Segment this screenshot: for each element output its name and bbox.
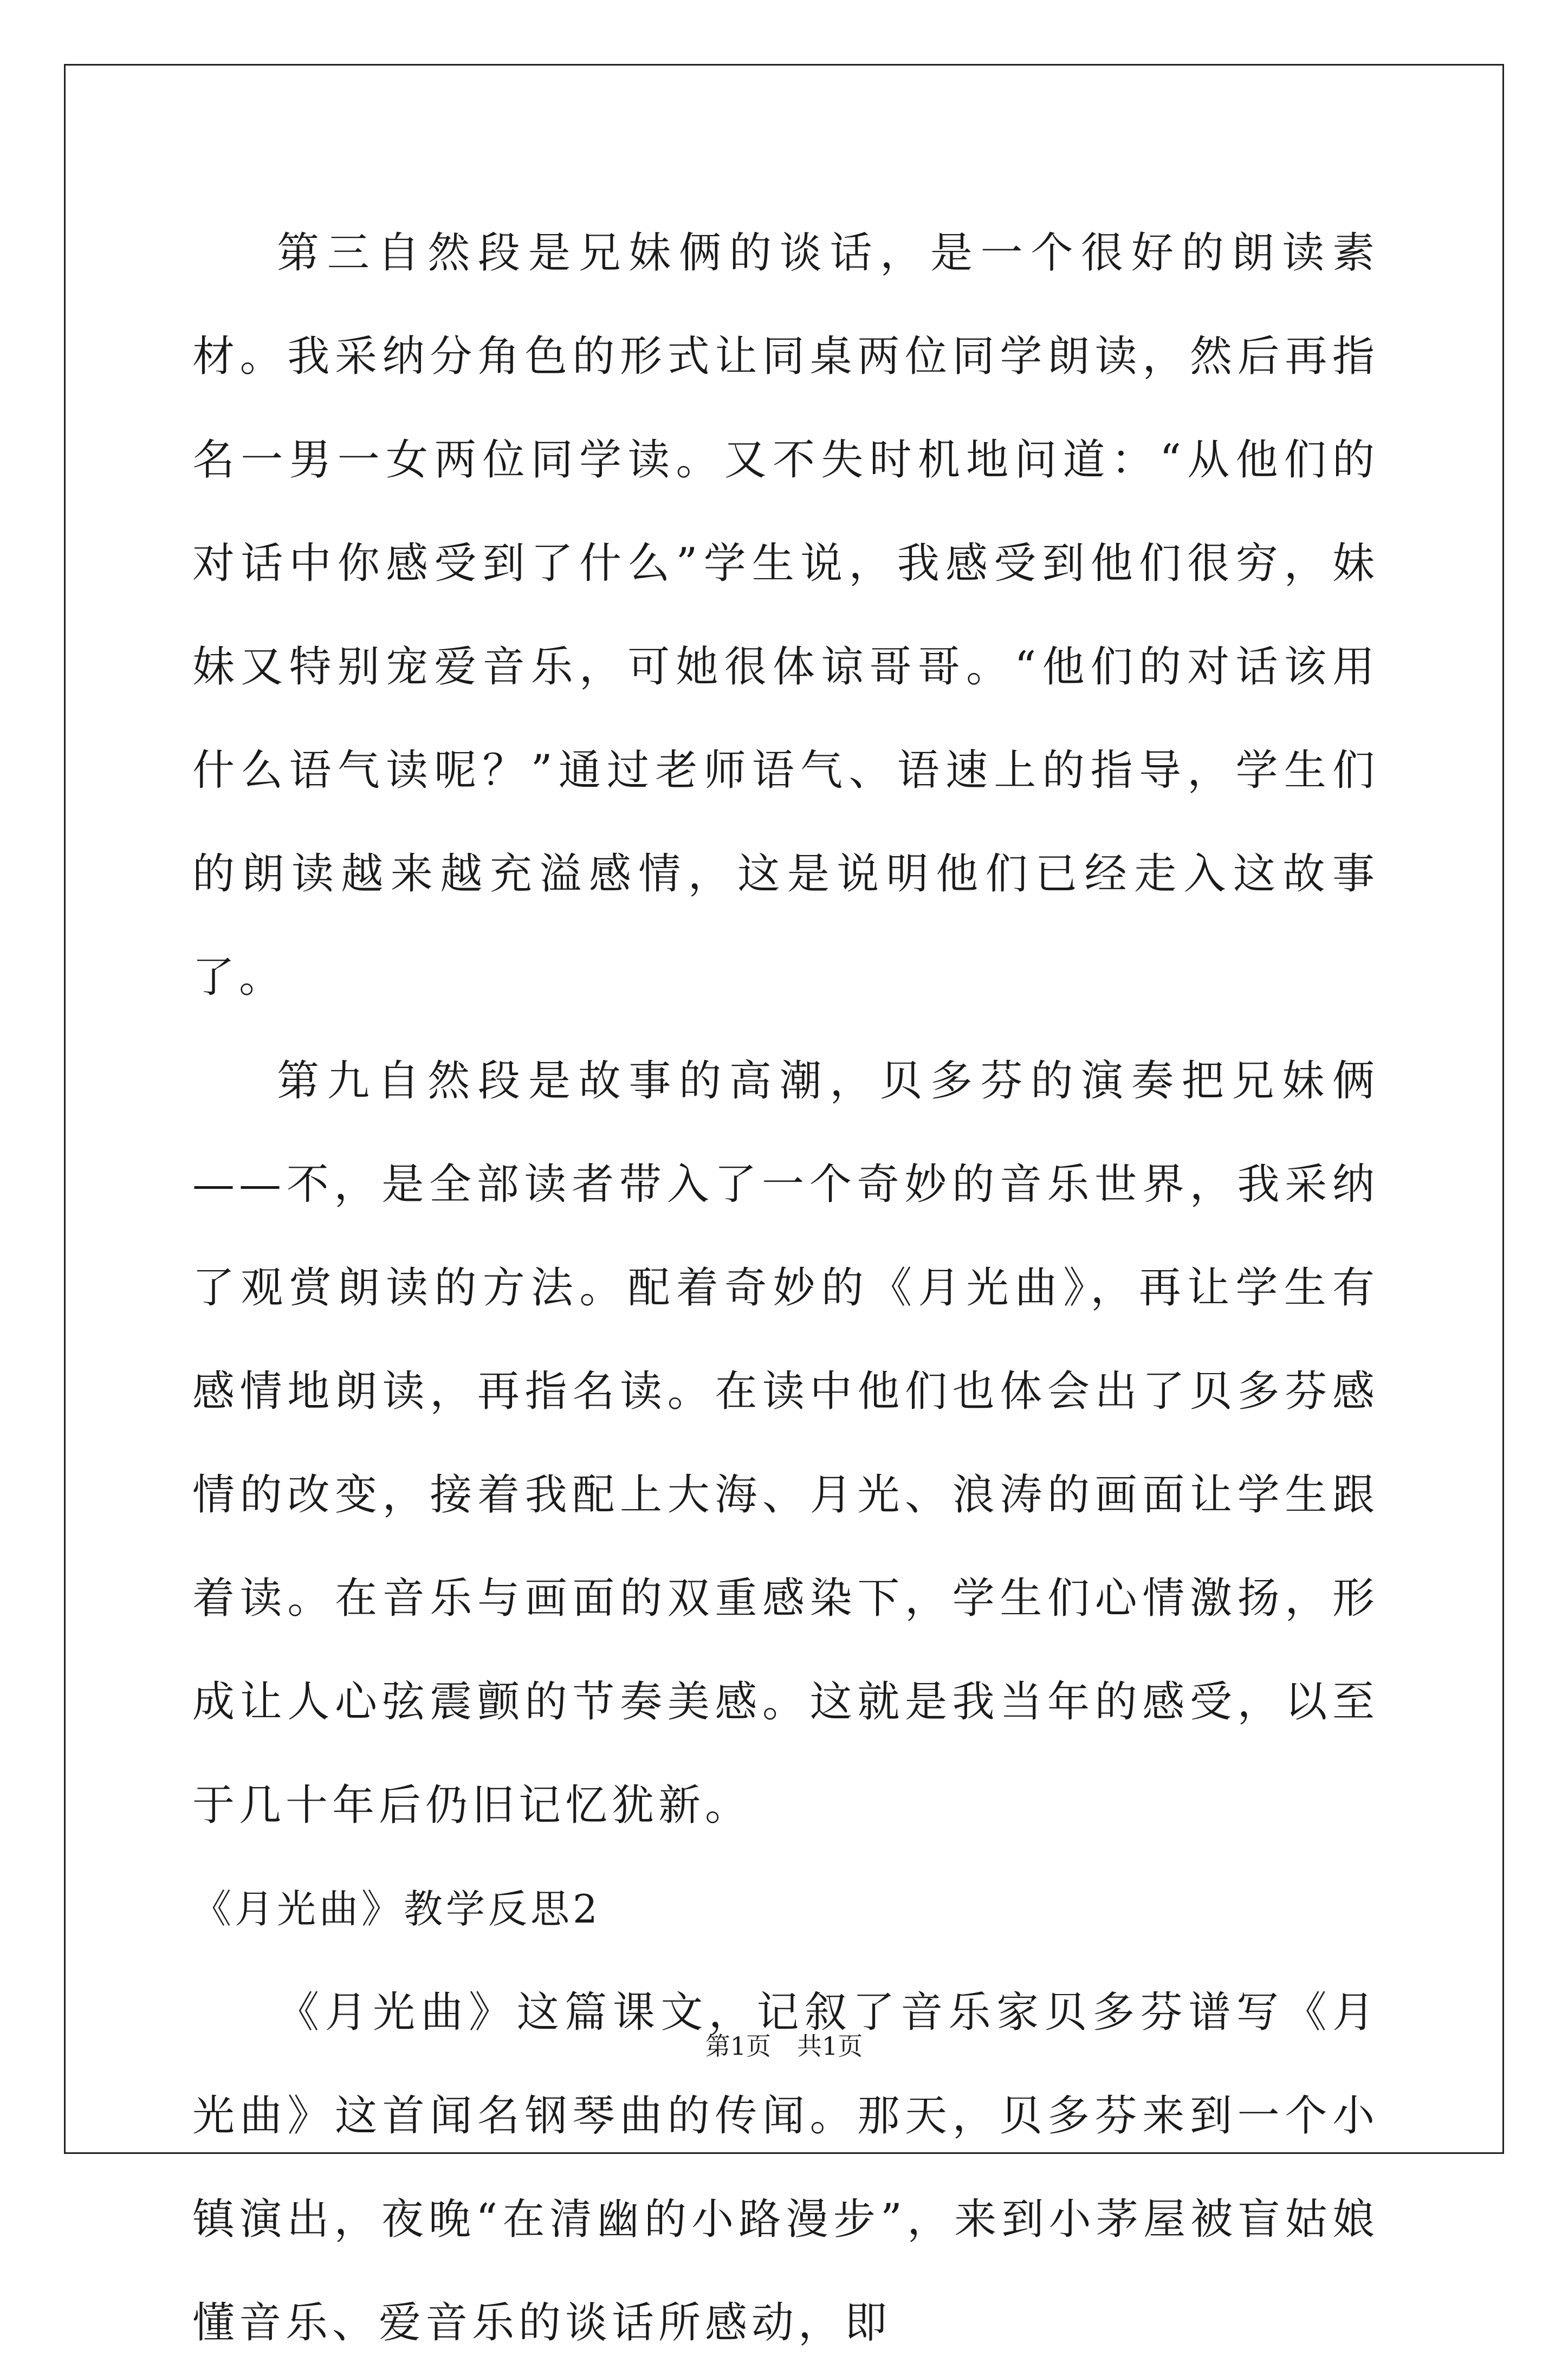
page-footer [0, 2027, 1568, 2062]
paragraph-1: 第三自然段是兄妹俩的谈话，是一个很好的朗读素材。我采纳分角色的形式让同桌两位同学朗读，然后再指名一男一女两位同学读。又不失时机地问道：“从他们的对话中你感受到了什么”学生说，我感受到他们很穷，妹妹又特别宠爱音乐，可她很体谅哥哥。“他们的对话该用什么语气读呢？”通过老师语气、语速上的指导，学生们的朗读越来越充溢感情，这是说明他们已经走入这故事了。 [192, 229, 1379, 1002]
paragraph-2: 第九自然段是故事的高潮，贝多芬的演奏把兄妹俩——不，是全部读者带入了一个奇妙的音乐世界，我采纳了观赏朗读的方法。配着奇妙的《月光曲》，再让学生有感情地朗读，再指名读。在读中他们也体会出了贝多芬感情的改变，接着我配上大海、月光、浪涛的画面让学生跟着读。在音乐与画面的双重感染下，学生们心情激扬，形成让人心弦震颤的节奏美感。这就是我当年的感受，以至于几十年后仍旧记忆犹新。 [192, 1057, 1379, 1830]
paragraph-3: 《月光曲》这篇课文，记叙了音乐家贝多芬谱写《月光曲》这首闻名钢琴曲的传闻。那天，贝多芬来到一个小镇演出，夜晚“在清幽的小路漫步”，来到小茅屋被盲姑娘懂音乐、爱音乐的谈话所感动，即 [192, 1988, 1379, 2347]
page-total: 共1页 [797, 2031, 863, 2061]
page-number: 第1页 [705, 2031, 771, 2061]
section-heading: 《月光曲》教学反思2 [192, 1886, 601, 1932]
